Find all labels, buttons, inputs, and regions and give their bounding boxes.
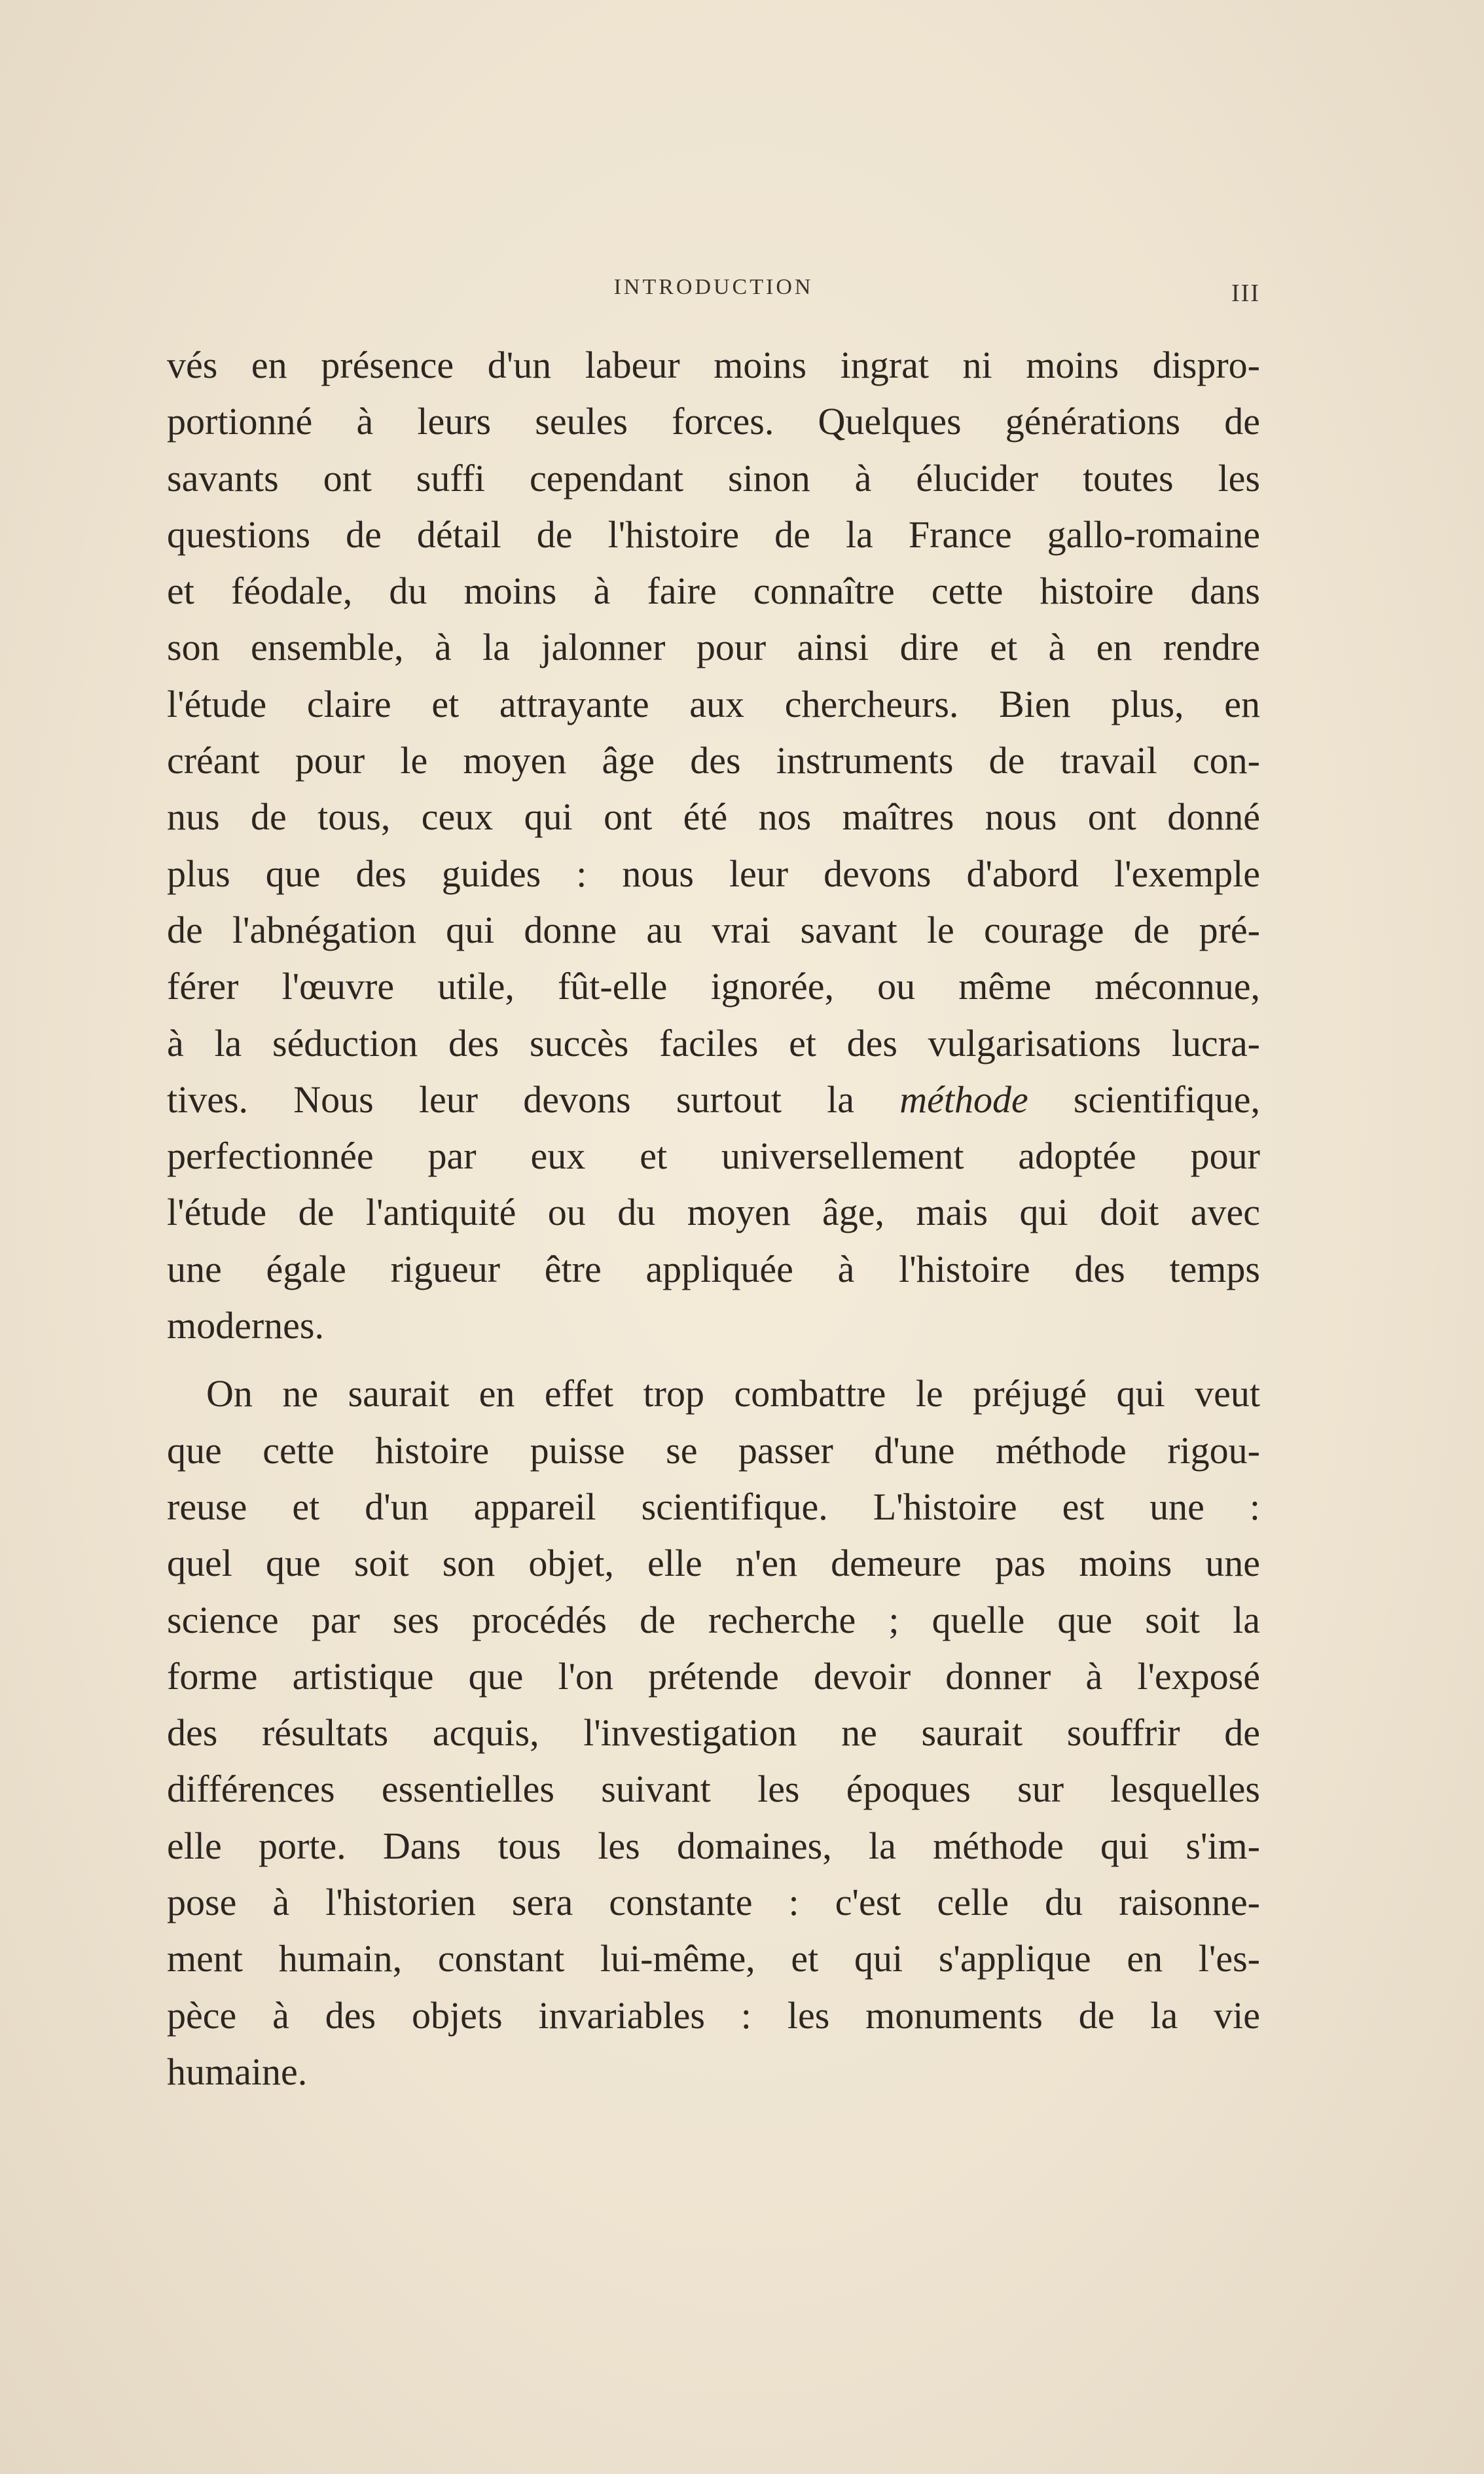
text-line: de l'abnégation qui donne au vrai savant le courage de pré- bbox=[167, 908, 1260, 951]
text-line: portionné à leurs seules forces. Quelques générations de bbox=[167, 400, 1260, 443]
text-line: forme artistique que l'on prétende devoir donner à l'exposé bbox=[167, 1654, 1260, 1698]
page-number: III bbox=[1231, 280, 1260, 307]
text-line: modernes. bbox=[167, 1304, 324, 1347]
text-line: vés en présence d'un labeur moins ingrat ni moins dispro- bbox=[167, 344, 1260, 386]
paragraph-gap bbox=[167, 1354, 1260, 1366]
text-line: elle porte. Dans tous les domaines, la méthode qui s'im- bbox=[167, 1824, 1260, 1867]
text-line-with-emphasis bbox=[167, 1072, 1260, 1128]
text-line: différences essentielles suivant les époques sur lesquelles bbox=[167, 1768, 1260, 1811]
text-line: questions de détail de l'histoire de la France gallo-romaine bbox=[167, 513, 1260, 556]
text-line: son ensemble, à la jalonner pour ainsi dire et à en rendre bbox=[167, 626, 1260, 669]
text-line: science par ses procédés de recherche ; quelle que soit la bbox=[167, 1598, 1260, 1641]
text-line: l'étude de l'antiquité ou du moyen âge, mais qui doit avec bbox=[167, 1191, 1260, 1234]
paragraph-2 bbox=[167, 1366, 1260, 2100]
text-line: et féodale, du moins à faire connaître cette histoire dans bbox=[167, 570, 1260, 613]
text-line: ment humain, constant lui-même, et qui s'applique en l'es- bbox=[167, 1937, 1260, 1980]
text-line: reuse et d'un appareil scientifique. L'histoire est une : bbox=[167, 1485, 1260, 1528]
text-line: savants ont suffi cependant sinon à élucider toutes les bbox=[167, 456, 1260, 500]
page-header bbox=[167, 275, 1260, 314]
text-line: créant pour le moyen âge des instruments de travail con- bbox=[167, 739, 1260, 782]
text-line: quel que soit son objet, elle n'en demeure pas moins une bbox=[167, 1542, 1260, 1585]
text-line: que cette histoire puisse se passer d'une méthode rigou- bbox=[167, 1428, 1260, 1472]
text-line: l'étude claire et attrayante aux chercheurs. Bien plus, en bbox=[167, 682, 1260, 725]
body-text bbox=[167, 337, 1260, 2100]
text-line: plus que des guides : nous leur devons d'abord l'exemple bbox=[167, 852, 1260, 895]
text-line: pose à l'historien sera constante : c'est celle du raisonne- bbox=[167, 1881, 1260, 1924]
text-line: à la séduction des succès faciles et des vulgarisations lucra- bbox=[167, 1021, 1260, 1064]
text-line: des résultats acquis, l'investigation ne saurait souffrir de bbox=[167, 1711, 1260, 1755]
text-line: une égale rigueur être appliquée à l'histoire des temps bbox=[167, 1247, 1260, 1290]
running-title: INTRODUCTION bbox=[613, 275, 814, 299]
text-fragment: scientifique, bbox=[1028, 1078, 1260, 1121]
text-line: pèce à des objets invariables : les monuments de la vie bbox=[167, 1993, 1260, 2037]
text-line: On ne saurait en effet trop combattre le préjugé qui veut bbox=[206, 1372, 1260, 1415]
emphasized-word: méthode bbox=[899, 1078, 1028, 1121]
text-line: perfectionnée par eux et universellement adoptée pour bbox=[167, 1135, 1260, 1178]
text-line: humaine. bbox=[167, 2050, 308, 2093]
text-line: nus de tous, ceux qui ont été nos maîtres nous ont donné bbox=[167, 795, 1260, 839]
paragraph-1 bbox=[167, 337, 1260, 1354]
text-fragment: tives. Nous leur devons surtout la bbox=[167, 1078, 900, 1121]
text-line: férer l'œuvre utile, fût-elle ignorée, ou même méconnue, bbox=[167, 965, 1260, 1008]
